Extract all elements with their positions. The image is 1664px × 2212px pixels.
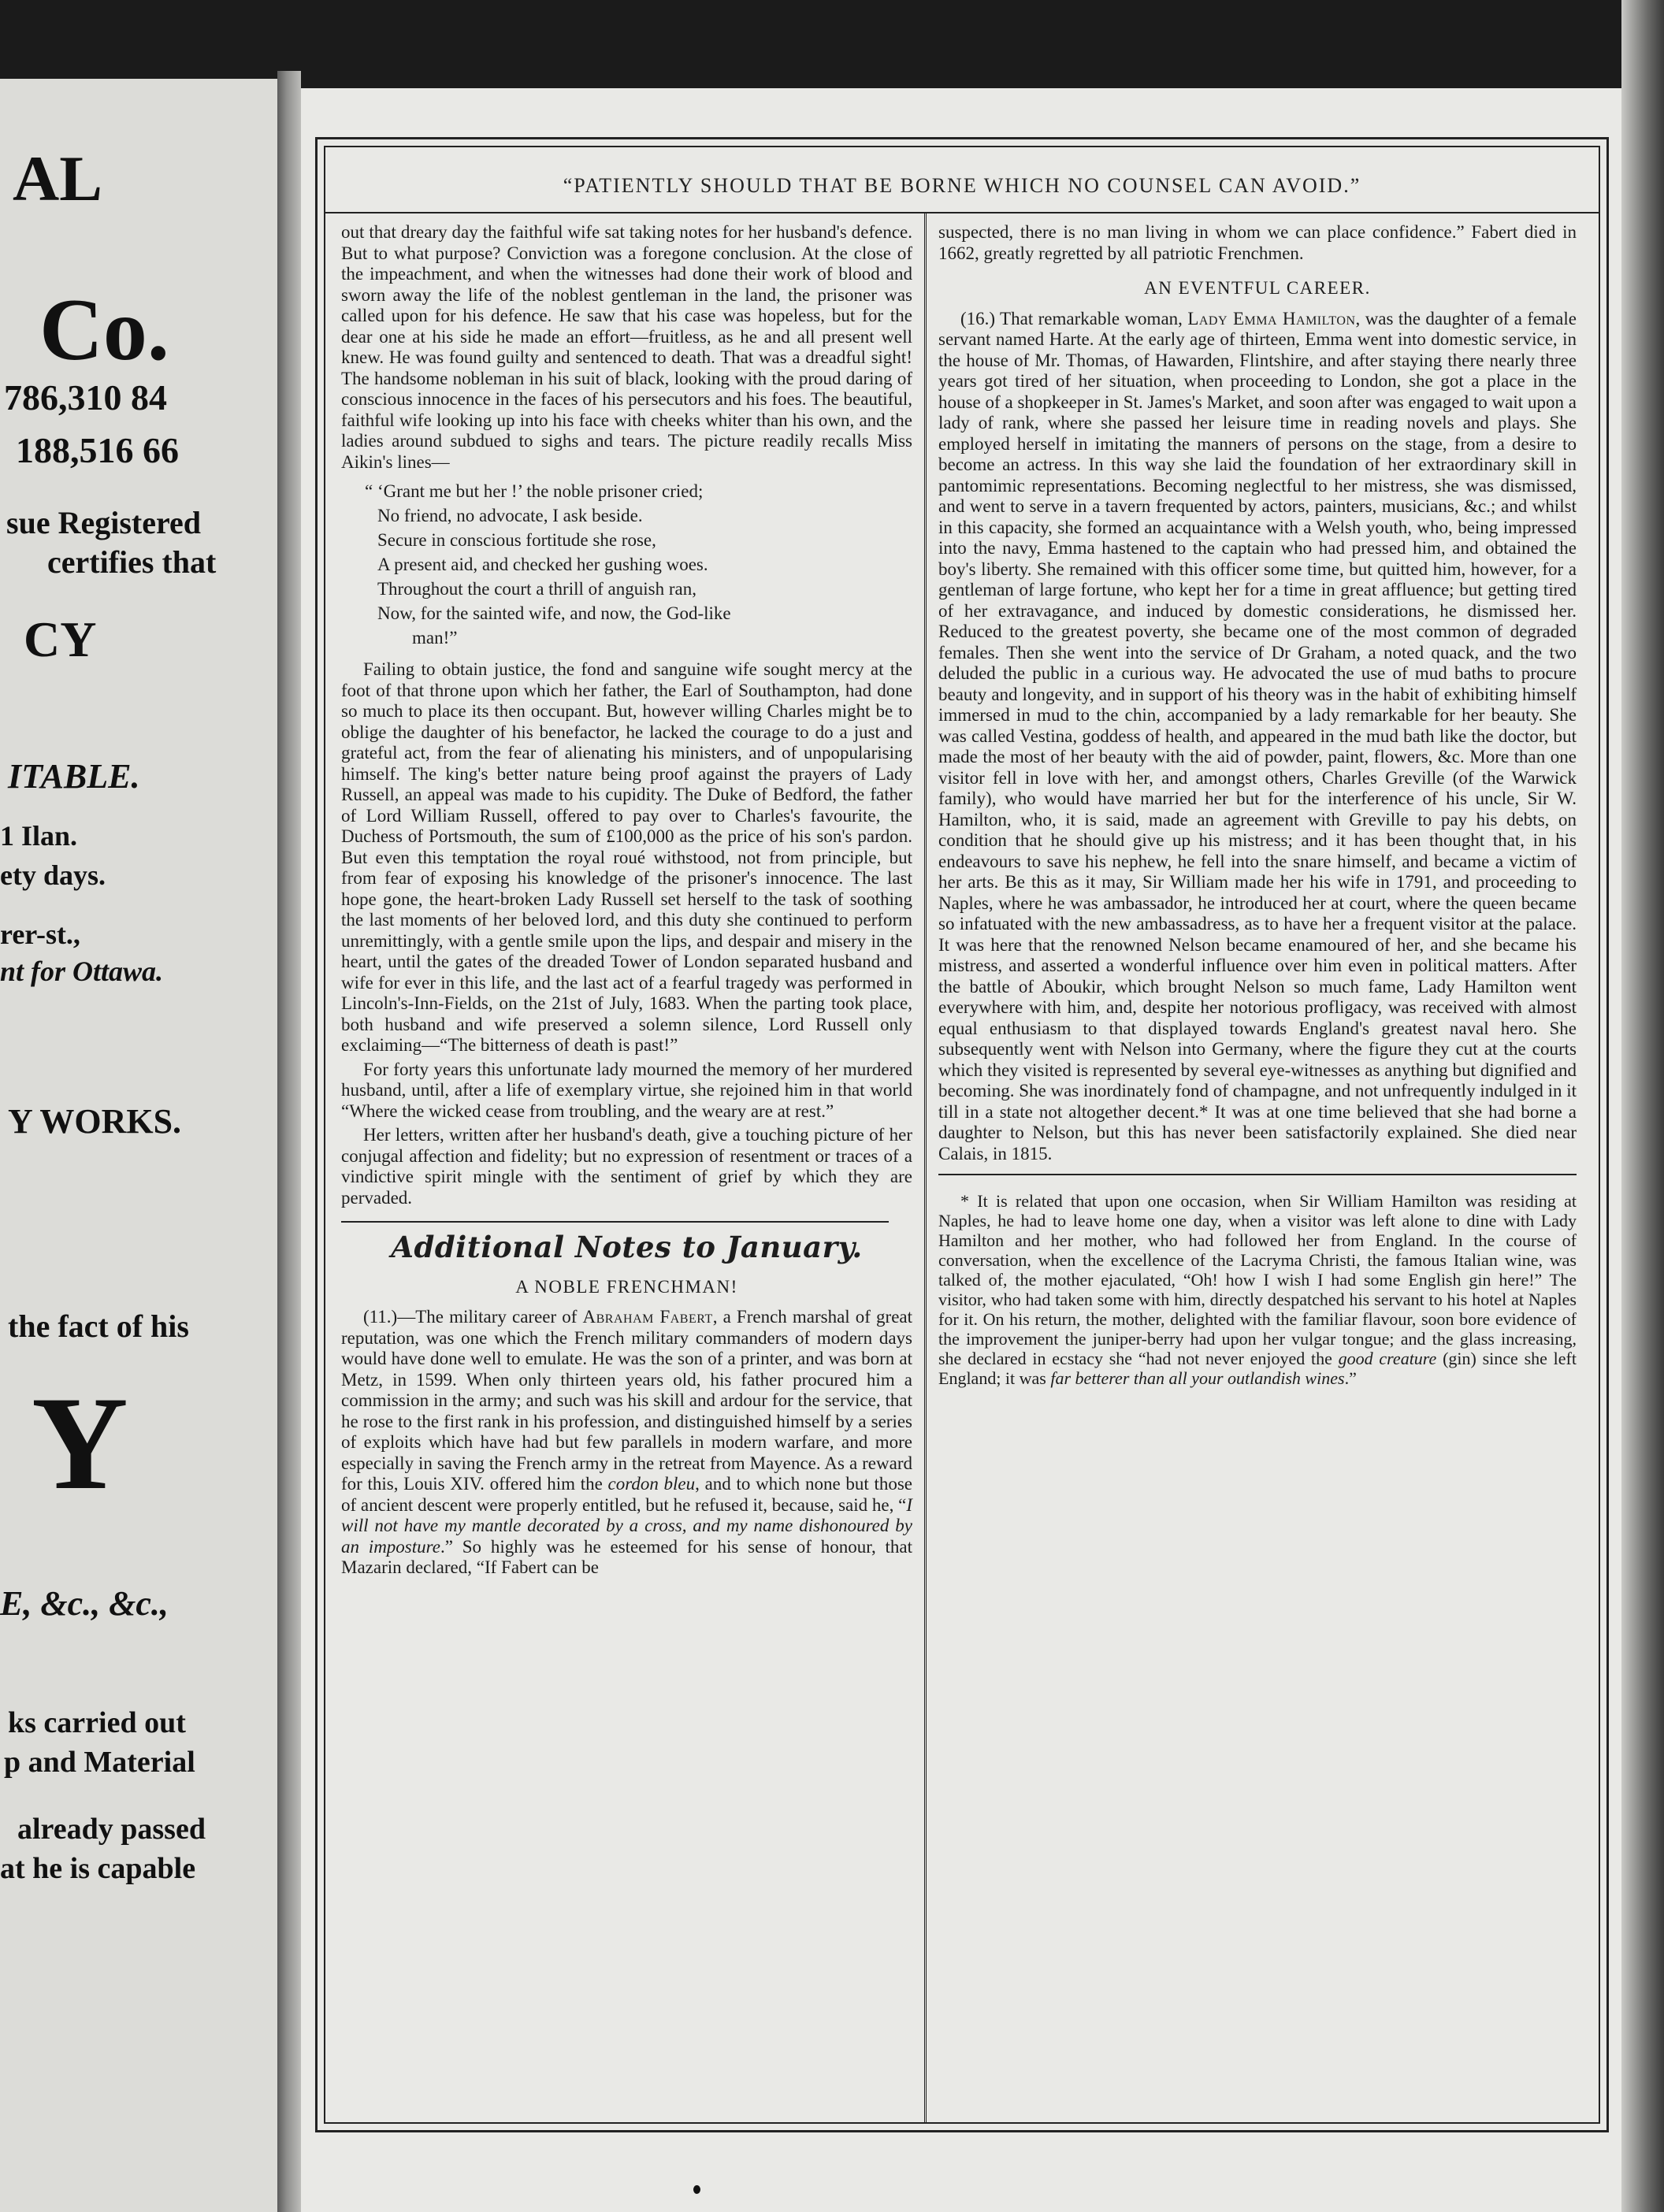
entry-number: (16.) That remarkable woman,	[960, 308, 1188, 328]
subhead-noble-frenchman: A NOBLE FRENCHMAN!	[515, 1276, 738, 1297]
left-page-fragment: nt for Ottawa.	[0, 956, 164, 987]
poem-line: man!”	[412, 628, 458, 648]
left-page-fragment: ety days.	[0, 859, 106, 891]
left-page-fragment: the fact of his	[8, 1308, 189, 1344]
text-run: .” So highly was he esteemed for his sense of honour, that Mazarin declared, “If Fabert can be	[341, 1536, 912, 1577]
italic-quote: I will not have my mantle decorated by a cross, and my name dishonoured by an imposture	[341, 1494, 912, 1557]
book-page	[301, 88, 1621, 2212]
paragraph-forty-years: For forty years this unfortunate lady mourned the memory of her murdered husband, until, after a life of exemplary virtue, she rejoined him in that world “Where the wicked cease from troubling, and the weary are at rest.”	[341, 1059, 912, 1121]
left-page-fragment: sue Registered	[6, 505, 201, 540]
text-run: .”	[1344, 1368, 1357, 1388]
paragraph-fabert-end: suspected, there is no man living in whom we can place confidence.” Fabert died in 1662, greatly regretted by all patriotic Frenchmen.	[938, 222, 1577, 263]
left-page-fragment: Y WORKS.	[8, 1102, 182, 1141]
page-frame-inner	[324, 146, 1600, 2124]
italic-quote: far betterer than all your outlandish wines	[1050, 1368, 1345, 1388]
person-name: Abraham Fabert	[582, 1307, 713, 1327]
left-facing-page	[0, 79, 277, 2212]
poem-line: Secure in conscious fortitude she rose,	[377, 530, 656, 550]
poem-line: Now, for the sainted wife, and now, the God-like	[377, 603, 731, 623]
left-page-fragment: ks carried out	[8, 1706, 186, 1739]
left-page-fragment: already passed	[17, 1813, 206, 1846]
text-run: , was the daughter of a female servant named Harte. At the early age of thirteen, Emma went into domestic service, in the house of Mr. Thomas, of Hawarden, Flintshire, and after staying there nearly three years got tired of her situation, when proceeding to London, she got a place in the house of a shopkeeper in St. James's Market, and soon after was engaged to wait upon a lady of rank, where she passed her leisure time in reading novels and plays. She employed herself in imitating the manners of persons on the stage, from a desire to become an actress. In this way she laid the foundation of her extraordinary skill in pantomimic representations. Becoming neglectful to her mistress, she was dismissed, and went to serve in a tavern frequented by actors, painters, musicians, &c.; and whilst in this capacity, she formed an acquaintance with a Welsh youth, who, being impressed into the navy, Emma hastened to the captain who had pressed him, and obtained the boy's liberty. She remained with this officer some time, but quitted him, however, for a gentleman of large fortune, who kept her for a time in great affluence; but getting tired of her extravagance, and induced by domestic considerations, he dismissed her. Reduced to the greatest poverty, she became one of the most common of degraded females. Then she went into the service of Dr Graham, a noted quack, and the two deluded the public in a curious way. He advocated the use of mud baths to procure beauty and longevity, and in support of his theory was in the habit of exhibiting himself immersed in mud to the chin, accompanied by a lady remarkable for her beauty. She was called Vestina, goddess of health, and appeared in the mud bath like the doctor, but made the most of her beauty with the aid of powder, paint, flowers, &c. More than one visitor fell in love with her, and amongst others, Charles Greville (of the Warwick family), who would have married her but for the interference of his uncle, Sir W. Hamilton, who, it is said, made an agreement with Greville to pay his debts, on condition that he should give up his mistress; and it has been thought that, in his endeavours to save his nephew, he fell into the snare himself, and became a victim of her arts. Be this as it may, Sir William made her his wife in 1791, and proceeding to Naples, where he was ambassador, he introduced her at court, where the queen became so infatuated with the new ambassadress, as to have her a frequent visitor at the palace. It was here that the renowned Nelson became enamoured of her, and she became his mistress, and asserted a wonderful influence over him even in political matters. After the battle of Aboukir, which brought Nelson so much fame, Lady Hamilton went everywhere with him, and, despite her notorious profligacy, was received with almost equal enthusiasm to that displayed towards England's greatest naval hero. She subsequently went with Nelson into Germany, where the figure they cut at the courts which they visited is represented by several eye-witnesses as anything but dignified and becoming. She was inordinately fond of champagne, and not unfrequently indulged in it till in a state not altogether decent.* It was at one time believed that she had borne a daughter to Nelson, but this has never been satisfactorily explained. She died near Calais, in 1815.	[938, 308, 1577, 1164]
poem-line: No friend, no advocate, I ask beside.	[377, 506, 643, 525]
text-run: , and to which none but those of ancient descent were properly entitled, but he refused it, because, said he, “	[341, 1474, 912, 1515]
left-page-fragment: p and Material	[4, 1746, 195, 1779]
aikin-poem	[365, 479, 912, 650]
poem-line: “ ‘Grant me but her !’ the noble prisoner cried;	[365, 481, 704, 501]
page-frame	[315, 137, 1609, 2132]
left-page-fragment: certifies that	[47, 544, 217, 580]
italic-term: cordon bleu	[607, 1474, 696, 1494]
left-page-fragment: ITABLE.	[8, 757, 140, 796]
left-page-fragment: CY	[24, 611, 97, 667]
left-page-fragment: 188,516 66	[16, 430, 179, 470]
footnote-separator	[938, 1174, 1577, 1175]
entry-number: (11.)—The military career of	[363, 1307, 583, 1327]
text-run: (gin) since she left England; it was	[938, 1349, 1577, 1388]
left-page-fragment: E, &c., &c.,	[0, 1584, 169, 1623]
page-motto: “PATIENTLY SHOULD THAT BE BORNE WHICH NO COUNSEL CAN AVOID.”	[563, 174, 1361, 197]
column-divider	[924, 213, 927, 2122]
poem-line: Throughout the court a thrill of anguish ran,	[377, 579, 696, 599]
section-separator	[341, 1221, 889, 1223]
text-run: , a French marshal of great reputation, was one which the French military commanders of modern days would have done well to emulate. He was the son of a printer, and was born at Metz, in 1599. When only thirteen years old, his father procured him a commission in the army; and such was his skill and ardour for the service, that he rose to the first rank in his profession, and distinguished himself by a series of exploits which have had but few parallels in modern warfare, and more especially in saving the French army in the retreat from Mayence. As a reward for this, Louis XIV. offered him the	[341, 1307, 913, 1494]
left-page-fragment: 1 Ilan.	[0, 820, 78, 852]
page-mark	[693, 2185, 700, 2194]
subhead-eventful-career: AN EVENTFUL CAREER.	[1144, 278, 1371, 298]
section-title: Additional Notes to January.	[391, 1230, 863, 1264]
left-page-fragment: Co.	[39, 281, 169, 379]
motto-rule	[325, 212, 1599, 213]
paragraph-russell-trial: out that dreary day the faithful wife sat taking notes for her husband's defence. But to what purpose? Conviction was a foregone conclusion. At the close of the impeachment, and when the witnesses had done their work of blood and sworn away the life of the noblest gentleman in the land, the prisoner was called upon for his defence. He saw that his case was hopeless, but for the dear one at his side he made an effort—fruitless, as he and all present well knew. He was found guilty and sentenced to death. That was a dreadful sight! The handsome nobleman in his suit of black, looking with the proud daring of conscious innocence in the faces of his persecutors and his foes. The beautiful, faithful wife looking up into his face with cheeks whiter than his own, and the ladies around subdued to sighs and tears. The picture readily recalls Miss Aikin's lines—	[341, 222, 912, 472]
paragraph-hamilton	[938, 309, 1577, 1165]
left-column	[341, 222, 912, 1582]
left-page-fragment: rer-st.,	[0, 919, 80, 950]
person-name: Lady Emma Hamilton	[1187, 308, 1356, 328]
paragraph-mercy: Failing to obtain justice, the fond and sanguine wife sought mercy at the foot of that throne upon which her father, the Earl of Southampton, had done so much to place its then occupant. But, however willing Charles might be to oblige the daughter of his benefactor, he lacked the courage to do a just and grateful act, from the fear of alienating his ministers, and of unpopularising himself. The king's better nature being proof against the prayers of Lady Russell, an appeal was made to his cupidity. The Duke of Bedford, the father of Lord William Russell, offered to pay over to Charles's favourite, the Duchess of Portsmouth, the sum of £100,000 as the price of his son's pardon. But even this temptation the royal roué withstood, not from principle, but from fear of exposing his knowledge of the prisoner's innocence. The last hope gone, the heart-broken Lady Russell set herself to the task of soothing the last moments of her beloved lord, and this duty she continued to perform unremittingly, with a gentle smile upon the lips, and despair and misery in the heart, until the gates of the dreaded Tower of London separated husband and wife for ever in this life, and the last act of a fearful tragedy was performed in Lincoln's-Inn-Fields, on the 21st of July, 1683. When the parting took place, both husband and wife preserved a solemn silence, Lord Russell only exclaiming—“The bitterness of death is past!”	[341, 659, 912, 1055]
left-page-fragment: Y	[32, 1369, 128, 1517]
footnote	[938, 1191, 1577, 1388]
left-page-fragment: AL	[13, 143, 102, 214]
paragraph-letters: Her letters, written after her husband's death, give a touching picture of her conjugal affection and fidelity; but no expression of resentment or traces of a vindictive spirit mingle with the sentiment of grief by which they are pervaded.	[341, 1125, 912, 1208]
left-page-fragment: at he is capable	[0, 1852, 196, 1885]
paragraph-fabert	[341, 1307, 912, 1579]
right-column	[938, 222, 1577, 1391]
left-page-fragment: 786,310 84	[4, 377, 167, 418]
page-edge	[1621, 0, 1664, 2212]
italic-term: good creature	[1338, 1349, 1437, 1368]
poem-line: A present aid, and checked her gushing woes.	[377, 555, 708, 574]
book-gutter	[277, 71, 301, 2212]
text-run: * It is related that upon one occasion, when Sir William Hamilton was residing at Naples, he had to leave home one day, when a visitor was left alone to dine with Lady Hamilton and her mother, who had followed her from England. In the course of conversation, when the excellence of the Lacryma Christi, the famous Italian wine, was talked of, the mother ejaculated, “Oh! how I wish I had some English gin here!” The visitor, who had taken some with him, directly despatched his servant to his hotel at Naples for it. On his return, the mother, delighted with the familiar flavour, soon bore evidence of the improvement the juniper-berry had upon her vulgar tongue; and the glass increasing, she declared in ecstacy she “had not never enjoyed the	[938, 1191, 1577, 1368]
